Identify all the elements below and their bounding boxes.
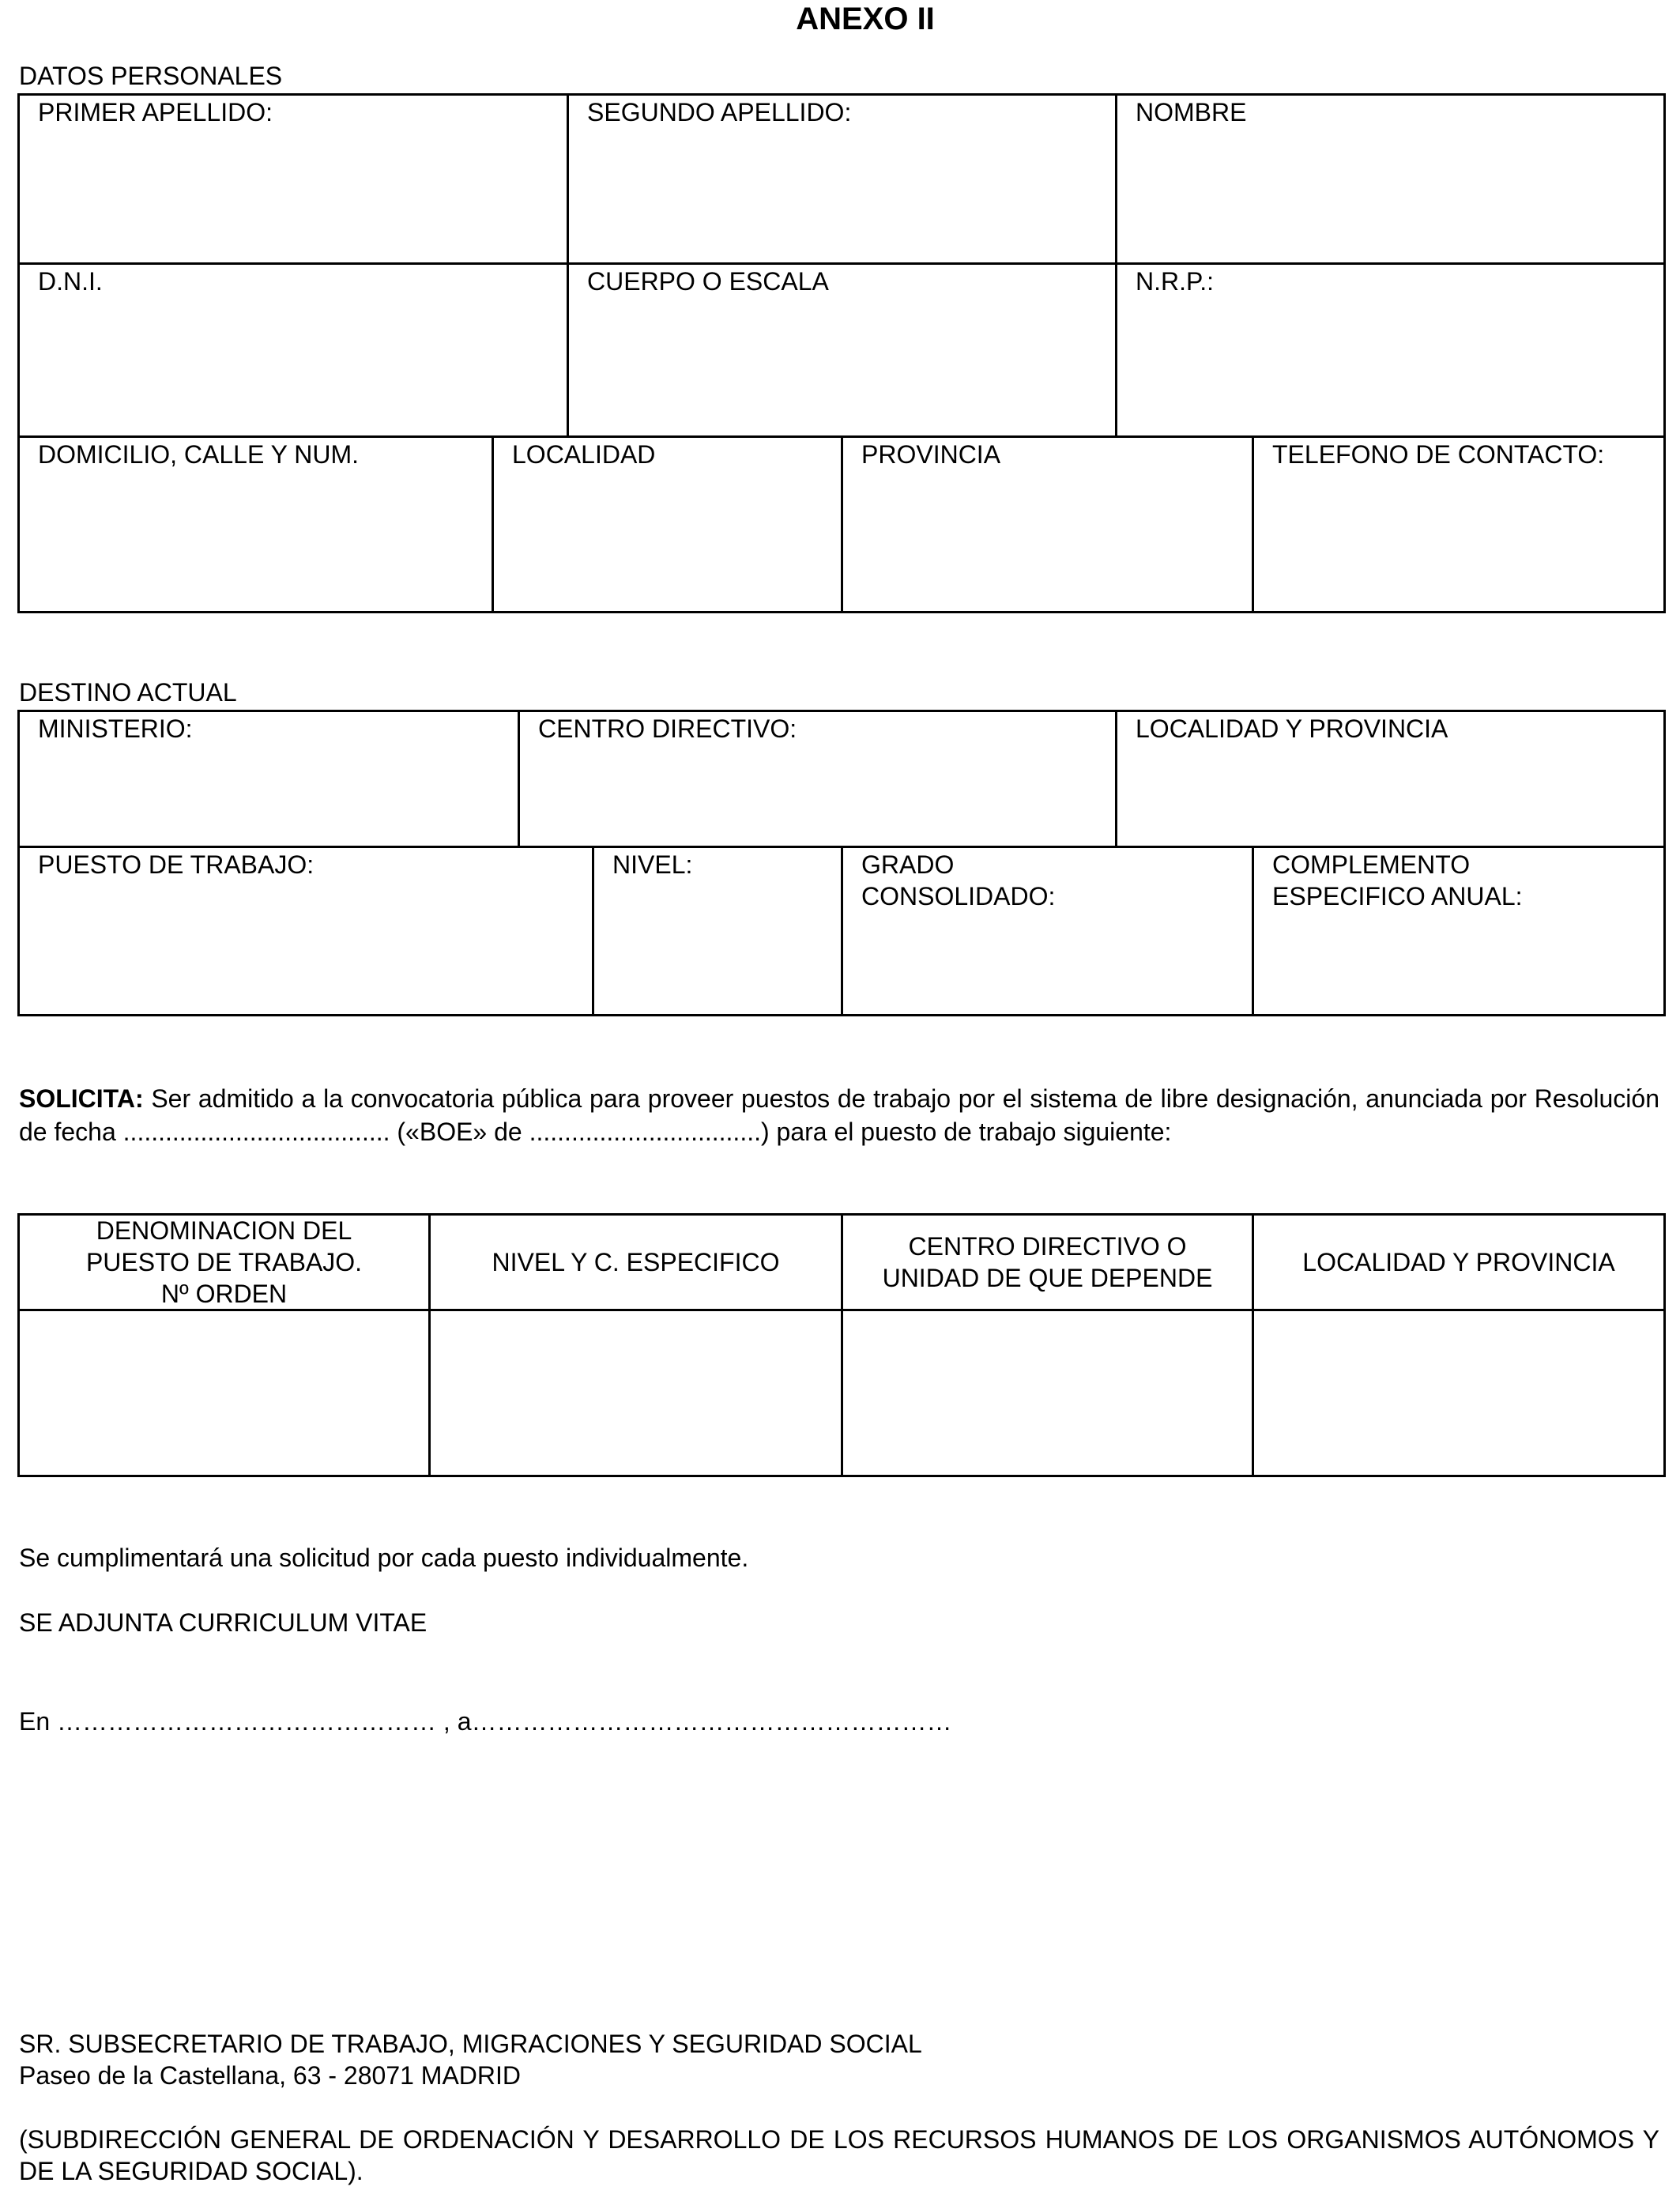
input-denominacion[interactable] [20,1311,428,1475]
field-primer-apellido[interactable]: PRIMER APELLIDO: [38,98,273,126]
note-curriculum: SE ADJUNTA CURRICULUM VITAE [19,1608,428,1637]
field-centro-directivo[interactable]: CENTRO DIRECTIVO: [538,714,797,743]
field-puesto-trabajo[interactable]: PUESTO DE TRABAJO: [38,850,315,879]
field-domicilio[interactable]: DOMICILIO, CALLE Y NUM. [38,440,360,469]
signature-place-date-line[interactable]: En ……………………………………… , a………………………………………………… [19,1707,952,1736]
note-individual: Se cumplimentará una solicitud por cada puesto individualmente. [19,1544,749,1572]
header-centro-directivo: CENTRO DIRECTIVO O UNIDAD DE QUE DEPENDE [882,1232,1213,1292]
field-segundo-apellido[interactable]: SEGUNDO APELLIDO: [587,98,852,126]
header-denominacion: DENOMINACION DEL PUESTO DE TRABAJO. Nº ORDEN [85,1216,363,1308]
field-ministerio[interactable]: MINISTERIO: [38,714,193,743]
field-complemento-especifico[interactable]: COMPLEMENTO ESPECIFICO ANUAL: [1272,850,1523,910]
section-heading-datos-personales: DATOS PERSONALES [19,62,283,90]
addressee-line-2: Paseo de la Castellana, 63 - 28071 MADRID [19,2061,522,2090]
field-provincia[interactable]: PROVINCIA [861,440,1001,469]
solicita-label: SOLICITA: [19,1084,144,1113]
header-localidad-provincia: LOCALIDAD Y PROVINCIA [1302,1248,1615,1276]
solicita-text: Ser admitido a la convocatoria pública para proveer puestos de trabajo por el sistema de libre designación, anunciada por Resolución de fecha ...................................... («BOE» de .................................) para el puesto de trabajo siguiente: [19,1084,1659,1146]
section-heading-destino-actual: DESTINO ACTUAL [19,678,237,707]
field-nivel[interactable]: NIVEL: [612,850,693,879]
field-cuerpo-escala[interactable]: CUERPO O ESCALA [587,267,829,296]
field-localidad-provincia[interactable]: LOCALIDAD Y PROVINCIA [1136,714,1448,743]
addressee-line-3: (SUBDIRECCIÓN GENERAL DE ORDENACIÓN Y DESARROLLO DE LOS RECURSOS HUMANOS DE LOS ORGANISMOS AUTÓNOMOS Y DE LA SEGURIDAD SOCIAL). [19,2125,1659,2185]
field-dni[interactable]: D.N.I. [38,267,103,296]
field-grado-consolidado[interactable]: GRADO CONSOLIDADO: [861,850,1056,910]
field-telefono[interactable]: TELEFONO DE CONTACTO: [1272,440,1605,469]
input-centro-directivo[interactable] [843,1311,1252,1475]
header-nivel-especifico: NIVEL Y C. ESPECIFICO [492,1248,780,1276]
field-localidad[interactable]: LOCALIDAD [512,440,656,469]
page-title: ANEXO II [796,2,935,36]
input-nivel-especifico[interactable] [431,1311,841,1475]
addressee-line-1: SR. SUBSECRETARIO DE TRABAJO, MIGRACIONES Y SEGURIDAD SOCIAL [19,2030,922,2058]
solicita-paragraph [19,1082,1659,1148]
input-localidad-provincia[interactable] [1254,1311,1663,1475]
field-nombre[interactable]: NOMBRE [1136,98,1247,126]
field-nrp[interactable]: N.R.P.: [1136,267,1214,296]
